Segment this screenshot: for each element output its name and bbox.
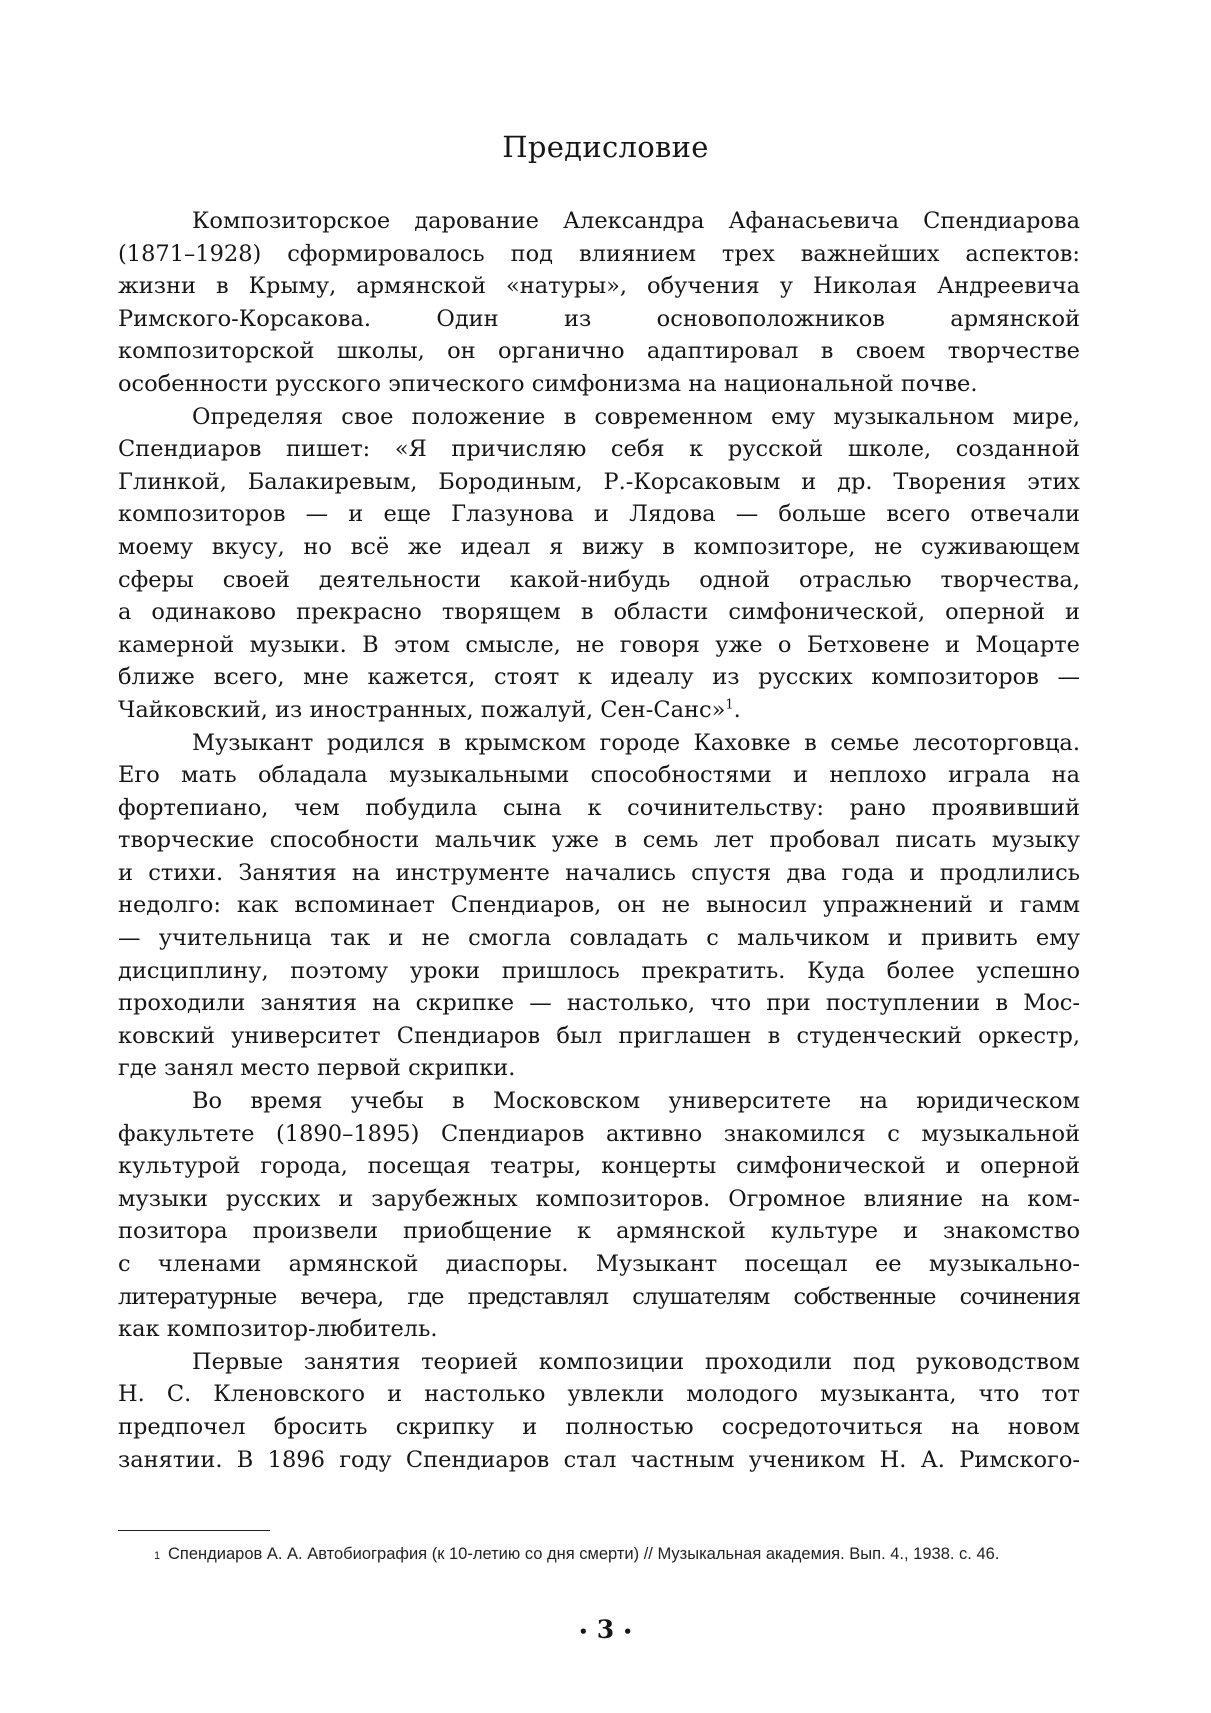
text-line: жизни в Крыму, армянской «натуры», обучения у Николая Андреевича (118, 273, 1080, 300)
text-line: фортепиано, чем побудила сына к сочинительству: рано проявивший (118, 794, 1080, 821)
text-line (118, 694, 1080, 727)
text-line: Спендиаров пишет: «Я причисляю себя к русской школе, созданной (118, 436, 1080, 463)
text-line: музыки русских и зарубежных композиторов. Огромное влияние на ком- (118, 1185, 1080, 1212)
text-line: моему вкусу, но всё же идеал я вижу в композиторе, не суживающем (118, 533, 1080, 560)
text-line: дисциплину, поэтому уроки пришлось прекратить. Куда более успешно (118, 957, 1080, 984)
page-number-dot-right: • (622, 1622, 633, 1641)
text-line: с членами армянской диаспоры. Музыкант посещал ее музыкально- (118, 1251, 1080, 1277)
text-line: факультете (1890–1895) Спендиаров активно знакомился с музыкальной (118, 1120, 1080, 1147)
text-line: Глинкой, Балакиревым, Бородиным, Р.-Корсаковым и др. Творения этих (118, 468, 1080, 495)
footnote-ref[interactable]: 1 (725, 697, 734, 713)
text-line: литературные вечера, где представлял слушателям собственные сочинения (118, 1283, 1080, 1310)
page-number-dot-left: • (578, 1622, 589, 1641)
body-text (118, 205, 1080, 1476)
text-line: ковский университет Спендиаров был приглашен в студенческий оркестр, (118, 1022, 1080, 1049)
text-line: композиторов — и еще Глазунова и Лядова — больше всего отвечали (118, 501, 1080, 528)
text-line: ближе всего, мне кажется, стоят к идеалу из русских композиторов — (118, 664, 1080, 691)
text-line: Композиторское дарование Александра Афанасьевича Спендиарова (192, 208, 1080, 234)
text-line: и стихи. Занятия на инструменте начались спустя два года и продлились (118, 859, 1080, 886)
quote-end-period: . (733, 696, 741, 723)
text-line: Музыкант родился в крымском городе Каховке в семье лесоторговца. (192, 729, 1080, 756)
footnote-text: Спендиаров А. А. Автобиография (к 10-летию со дня смерти) // Музыкальная академия. Вып. 4., 1938. с. 46. (168, 1545, 1000, 1563)
footnote (118, 1542, 1080, 1567)
text-line: (1871–1928) сформировалось под влиянием трех важнейших аспектов: (118, 240, 1080, 267)
text-line: недолго: как вспоминает Спендиаров, он не выносил упражнений и гамм (118, 892, 1080, 919)
quote-end-text: Чайковский, из иностранных, пожалуй, Сен-Санс» (118, 696, 726, 723)
page-title: Предисловие (502, 130, 709, 164)
text-line: Его мать обладала музыкальными способностями и неплохо играла на (118, 762, 1080, 789)
text-line: композиторской школы, он органично адаптировал в своем творчестве (118, 338, 1080, 365)
text-line: проходили занятия на скрипке — настолько, что при поступлении в Мос- (118, 990, 1080, 1017)
text-line: творческие способности мальчик уже в семь лет пробовал писать музыку (118, 827, 1080, 854)
text-line: а одинаково прекрасно творящем в области симфонической, оперной и (118, 599, 1080, 626)
page-number-value: 3 (596, 1615, 615, 1644)
text-line: культурой города, посещая театры, концерты симфонической и оперной (118, 1153, 1080, 1180)
text-line: Определяя свое положение в современном ему музыкальном мире, (192, 403, 1080, 430)
text-line: позитора произвели приобщение к армянской культуре и знакомство (118, 1218, 1080, 1245)
text-line: где занял место первой скрипки. (118, 1055, 516, 1082)
text-line: как композитор-любитель. (118, 1316, 438, 1343)
footnote-number: 1 (154, 1550, 161, 1562)
text-line: Н. С. Кленовского и настолько увлекли молодого музыканта, что тот (118, 1381, 1080, 1408)
text-line: камерной музыки. В этом смысле, не говоря уже о Бетховене и Моцарте (118, 631, 1080, 658)
page-number (0, 1615, 1211, 1644)
footnote-divider (118, 1530, 270, 1531)
text-line: сферы своей деятельности какой-нибудь одной отраслью творчества, (118, 566, 1080, 593)
text-line: — учительница так и не смогла совладать с мальчиком и привить ему (118, 925, 1080, 952)
text-line: занятии. В 1896 году Спендиаров стал частным учеником Н. А. Римского- (118, 1446, 1080, 1473)
text-line: Римского-Корсакова. Один из основоположников армянской (118, 305, 1080, 332)
text-line: Во время учебы в Московском университете на юридическом (192, 1088, 1080, 1115)
text-line: предпочел бросить скрипку и полностью сосредоточиться на новом (118, 1413, 1080, 1440)
text-line: особенности русского эпического симфонизма на национальной почве. (118, 370, 978, 397)
text-line: Первые занятия теорией композиции проходили под руководством (192, 1348, 1080, 1375)
